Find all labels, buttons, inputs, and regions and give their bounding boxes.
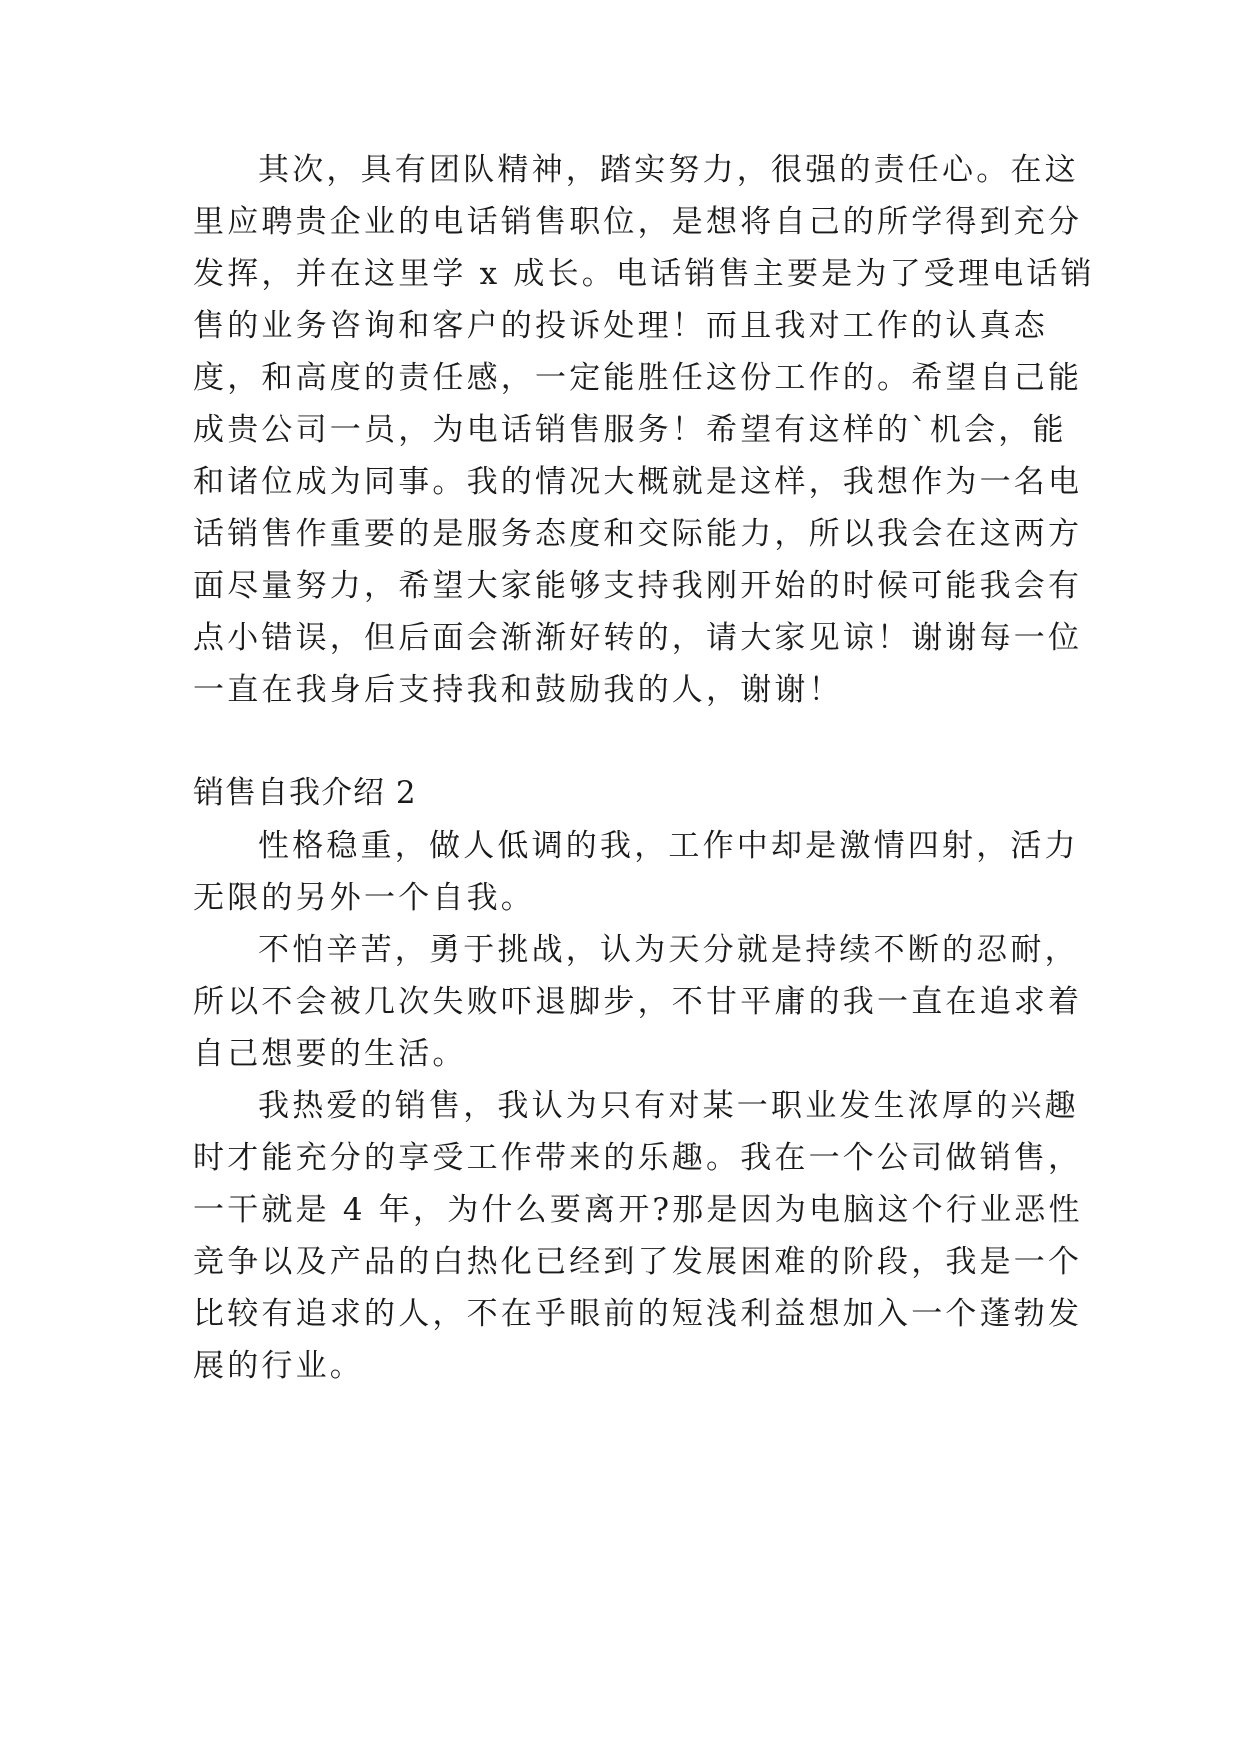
paragraph-line: 发挥，并在这里学 x 成长。电话销售主要是为了受理电话销 [193, 256, 1095, 292]
section-heading: 销售自我介绍 2 [193, 775, 417, 811]
paragraph-line: 一干就是 4 年，为什么要离开?那是因为电脑这个行业恶性 [193, 1192, 1083, 1228]
paragraph-line: 一直在我身后支持我和鼓励我的人，谢谢！ [193, 672, 843, 708]
paragraph-line: 话销售作重要的是服务态度和交际能力，所以我会在这两方 [193, 516, 1083, 552]
paragraph-line: 度，和高度的责任感，一定能胜任这份工作的。希望自己能 [193, 360, 1083, 396]
paragraph-line: 无限的另外一个自我。 [193, 880, 535, 916]
paragraph-line: 我热爱的销售，我认为只有对某一职业发生浓厚的兴趣 [258, 1088, 1079, 1124]
paragraph-line: 其次，具有团队精神，踏实努力，很强的责任心。在这 [258, 152, 1079, 188]
paragraph-line: 和诸位成为同事。我的情况大概就是这样，我想作为一名电 [193, 464, 1083, 500]
paragraph-line: 成贵公司一员，为电话销售服务！希望有这样的`机会，能 [193, 412, 1067, 448]
paragraph-line: 面尽量努力，希望大家能够支持我刚开始的时候可能我会有 [193, 568, 1083, 604]
paragraph-line: 售的业务咨询和客户的投诉处理！而且我对工作的认真态 [193, 308, 1048, 344]
paragraph-line: 比较有追求的人，不在乎眼前的短浅利益想加入一个蓬勃发 [193, 1296, 1083, 1332]
paragraph-line: 不怕辛苦，勇于挑战，认为天分就是持续不断的忍耐， [258, 932, 1079, 968]
paragraph-line: 性格稳重，做人低调的我，工作中却是激情四射，活力 [258, 828, 1079, 864]
paragraph-line: 里应聘贵企业的电话销售职位，是想将自己的所学得到充分 [193, 204, 1083, 240]
paragraph-line: 展的行业。 [193, 1348, 364, 1384]
paragraph-line: 自己想要的生活。 [193, 1036, 467, 1072]
paragraph-line: 点小错误，但后面会渐渐好转的，请大家见谅！谢谢每一位 [193, 620, 1083, 656]
paragraph-line: 所以不会被几次失败吓退脚步，不甘平庸的我一直在追求着 [193, 984, 1083, 1020]
paragraph-line: 时才能充分的享受工作带来的乐趣。我在一个公司做销售， [193, 1140, 1083, 1176]
paragraph-line: 竞争以及产品的白热化已经到了发展困难的阶段，我是一个 [193, 1244, 1083, 1280]
